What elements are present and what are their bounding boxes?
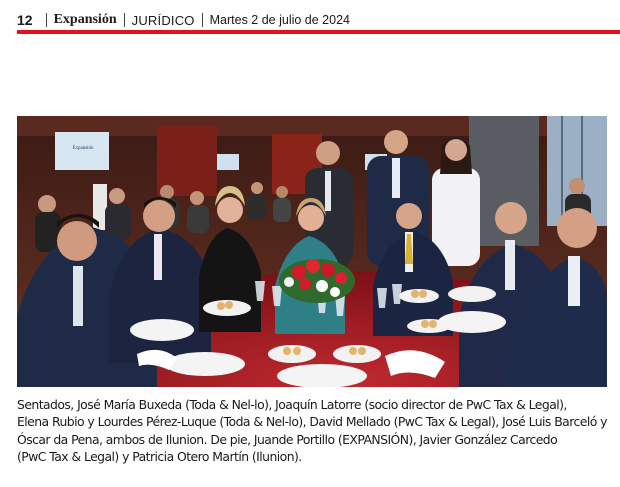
photo-caption: [17, 396, 607, 465]
issue-date: Martes 2 de julio de 2024: [209, 13, 350, 27]
header-red-rule: [17, 30, 620, 34]
caption-line: Elena Rubio y Lourdes Pérez-Luque (Toda & Nel-lo), David Mellado (PwC Tax & Legal), José Luis Barceló y: [17, 414, 607, 430]
page-number: 12: [17, 12, 33, 28]
publication-name: Expansión: [53, 12, 117, 27]
header-divider: [202, 13, 203, 27]
header-divider: [46, 13, 47, 27]
caption-line: Óscar da Pena, ambos de Ilunion. De pie, Juande Portillo (EXPANSIÓN), Javier González Carcedo: [17, 431, 558, 447]
section-name: JURÍDICO: [131, 12, 195, 28]
projection-screen: [55, 132, 109, 170]
screen-logo-text: Expansión: [72, 146, 94, 151]
flower-centerpiece: [279, 259, 355, 303]
page-header: [17, 9, 617, 31]
event-photo: [17, 116, 607, 387]
event-photo-illustration: [17, 116, 607, 387]
header-divider: [124, 13, 125, 27]
caption-line: Sentados, José María Buxeda (Toda & Nel-lo), Joaquín Latorre (socio director de PwC Tax & Legal),: [17, 397, 567, 412]
projection-screen: [217, 154, 239, 170]
caption-line: (PwC Tax & Legal) y Patricia Otero Martín (Ilunion).: [17, 448, 302, 464]
